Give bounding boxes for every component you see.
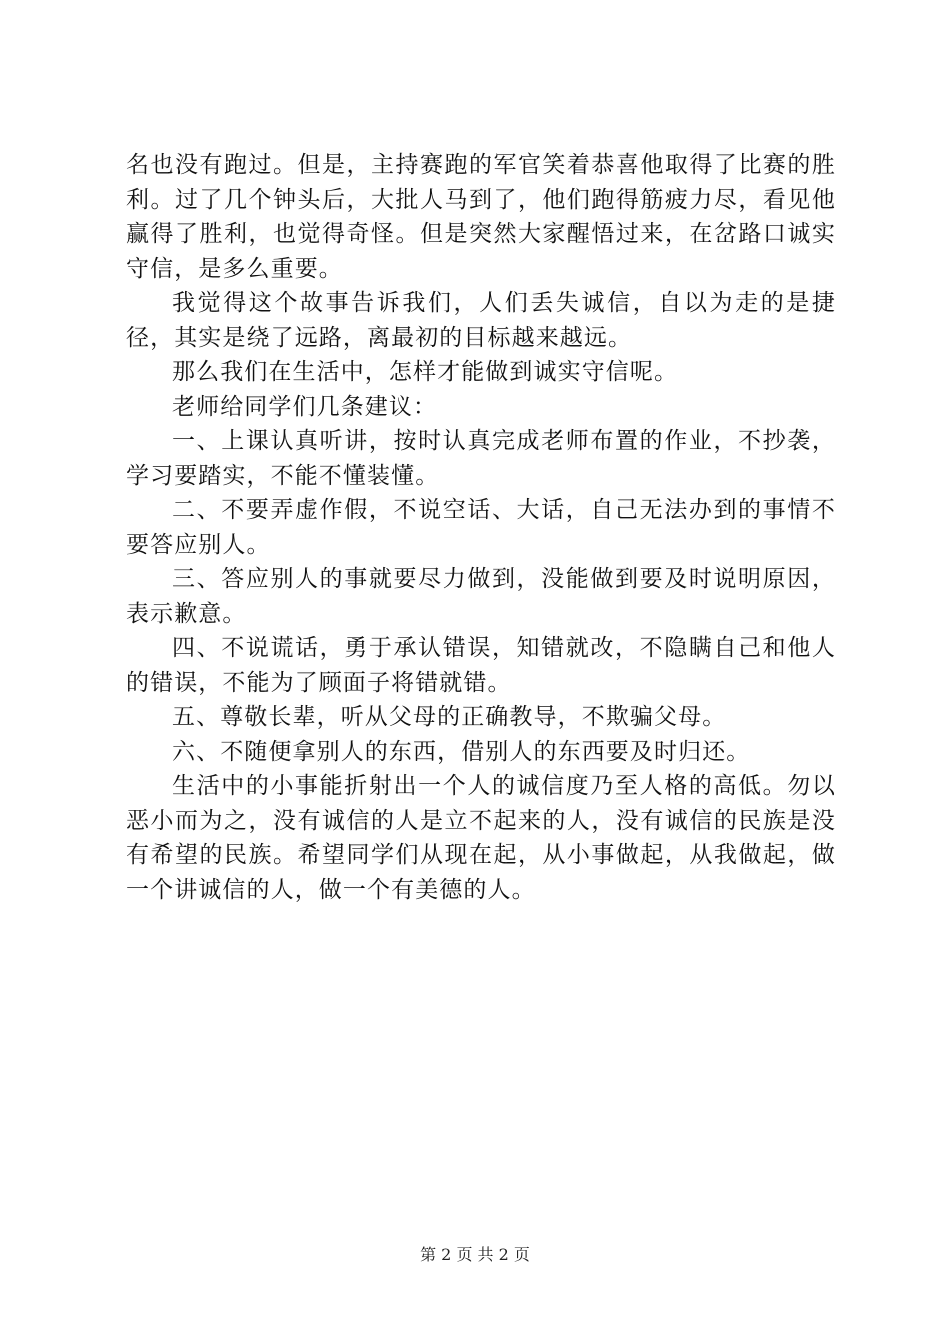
advice-item-6: 六、不随便拿别人的东西，借别人的东西要及时归还。 — [172, 738, 751, 765]
advice-item-4: 四、不说谎话，勇于承认错误，知错就改，不隐瞒自己和他人的错误，不能为了顾面子将错就错。 — [126, 635, 836, 696]
page-number-footer: 第 2 页 共 2 页 — [420, 1245, 530, 1264]
paragraph-story-ending: 名也没有跑过。但是，主持赛跑的军官笑着恭喜他取得了比赛的胜利。过了几个钟头后，大批人马到了，他们跑得筋疲力尽，看见他赢得了胜利，也觉得奇怪。但是突然大家醒悟过来，在岔路口诚实守信，是多么重要。 — [126, 152, 836, 282]
advice-item-5: 五、尊敬长辈，听从父母的正确教导，不欺骗父母。 — [172, 704, 727, 730]
paragraph-story-lesson: 我觉得这个故事告诉我们，人们丢失诚信，自以为走的是捷径，其实是绕了远路，离最初的目标越来越远。 — [126, 290, 836, 351]
advice-item-1: 一、上课认真听讲，按时认真完成老师布置的作业，不抄袭，学习要踏实，不能不懂装懂。 — [126, 428, 836, 489]
advice-item-3: 三、答应别人的事就要尽力做到，没能做到要及时说明原因，表示歉意。 — [126, 566, 836, 627]
paragraph-question: 那么我们在生活中，怎样才能做到诚实守信呢。 — [172, 359, 679, 385]
document-body — [126, 148, 836, 907]
paragraph-advice-intro: 老师给同学们几条建议： — [172, 393, 438, 420]
advice-item-2: 二、不要弄虚作假，不说空话、大话，自己无法办到的事情不要答应别人。 — [126, 497, 836, 558]
paragraph-conclusion: 生活中的小事能折射出一个人的诚信度乃至人格的高低。勿以恶小而为之，没有诚信的人是立不起来的人，没有诚信的民族是没有希望的民族。希望同学们从现在起，从小事做起，从我做起，做一个讲诚信的人，做一个有美德的人。 — [126, 773, 836, 903]
